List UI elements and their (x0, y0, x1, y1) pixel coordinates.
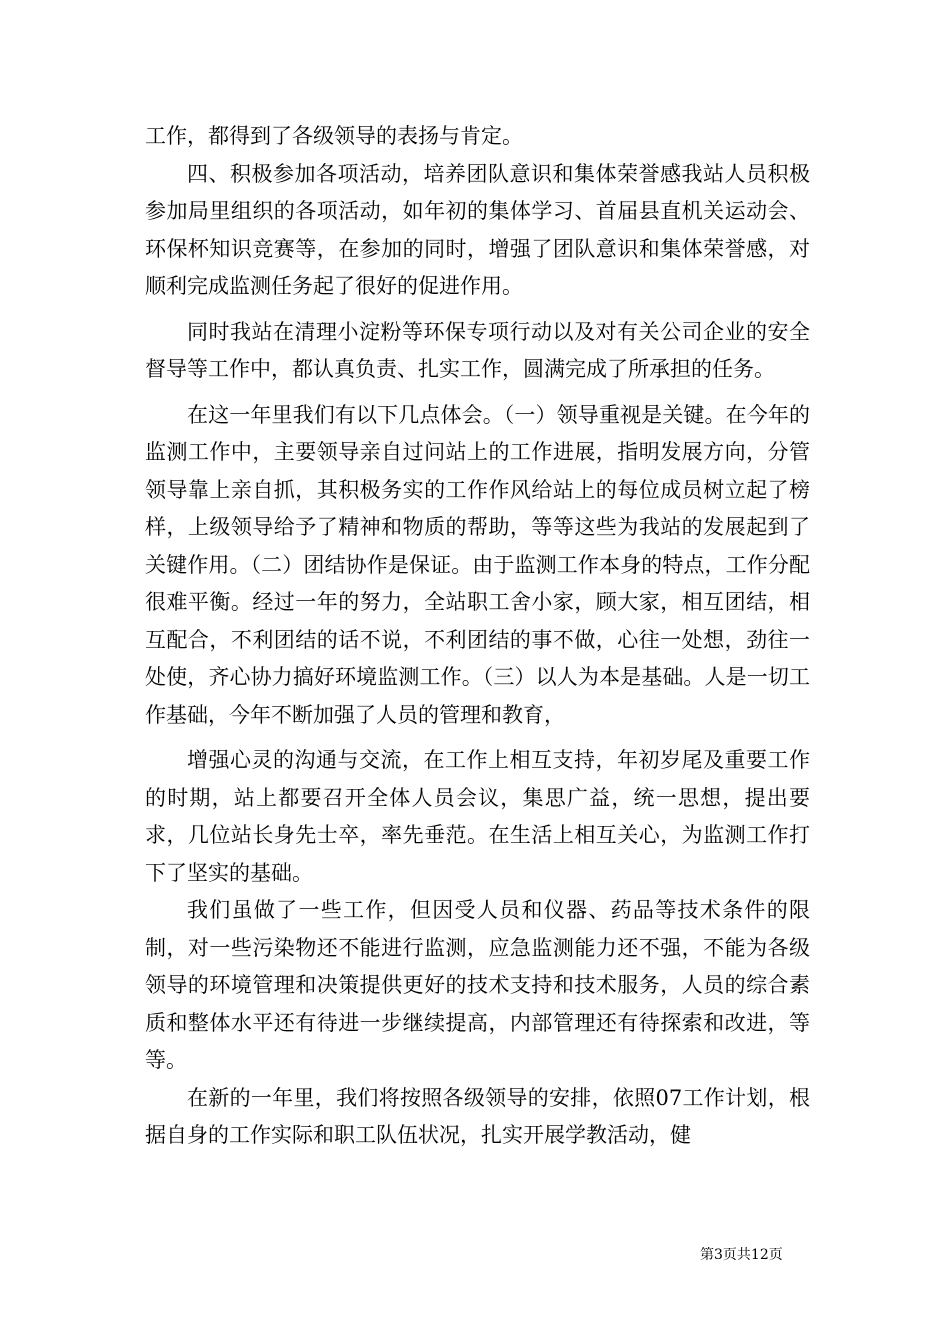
paragraph-new-year: 在新的一年里，我们将按照各级领导的安排，依照07工作计划，根据自身的工作实际和职工队伍状况，扎实开展学教活动，健 (145, 1085, 810, 1147)
paragraph-shortcomings: 我们虽做了一些工作，但因受人员和仪器、药品等技术条件的限制，对一些污染物还不能进行监测，应急监测能力还不强，不能为各级领导的环境管理和决策提供更好的技术支持和技术服务，人员的综合素质和整体水平还有待进一步继续提高，内部管理还有待探索和改进，等等。 (145, 898, 810, 1072)
paragraph-continuation: 工作，都得到了各级领导的表扬与肯定。 (145, 124, 523, 148)
paragraph-special-actions: 同时我站在清理小淀粉等环保专项行动以及对有关公司企业的安全督导等工作中，都认真负责、扎实工作，圆满完成了所承担的任务。 (145, 319, 810, 381)
paragraph-activities: 四、积极参加各项活动，培养团队意识和集体荣誉感我站人员积极参加局里组织的各项活动，如年初的集体学习、首届县直机关运动会、环保杯知识竞赛等，在参加的同时，增强了团队意识和集体荣誉感，对顺利完成监测任务起了很好的促进作用。 (145, 161, 810, 298)
paragraph-experiences: 在这一年里我们有以下几点体会。（一）领导重视是关键。在今年的监测工作中，主要领导亲自过问站上的工作进展，指明发展方向，分管领导靠上亲自抓，其积极务实的工作作风给站上的每位成员树立起了榜样，上级领导给予了精神和物质的帮助，等等这些为我站的发展起到了关键作用。（二）团结协作是保证。由于监测工作本身的特点，工作分配很难平衡。经过一年的努力，全站职工舍小家，顾大家，相互团结，相互配合，不利团结的话不说，不利团结的事不做，心往一处想，劲往一处使，齐心协力搞好环境监测工作。（三）以人为本是基础。人是一切工作基础，今年不断加强了人员的管理和教育， (145, 402, 810, 727)
paragraph-communication: 增强心灵的沟通与交流，在工作上相互支持，年初岁尾及重要工作的时期，站上都要召开全体人员会议，集思广益，统一思想，提出要求，几位站长身先士卒，率先垂范。在生活上相互关心，为监测工作打下了坚实的基础。 (145, 748, 810, 885)
document-body (145, 118, 810, 1155)
page-number-footer: 第3页共12页 (700, 1247, 783, 1263)
